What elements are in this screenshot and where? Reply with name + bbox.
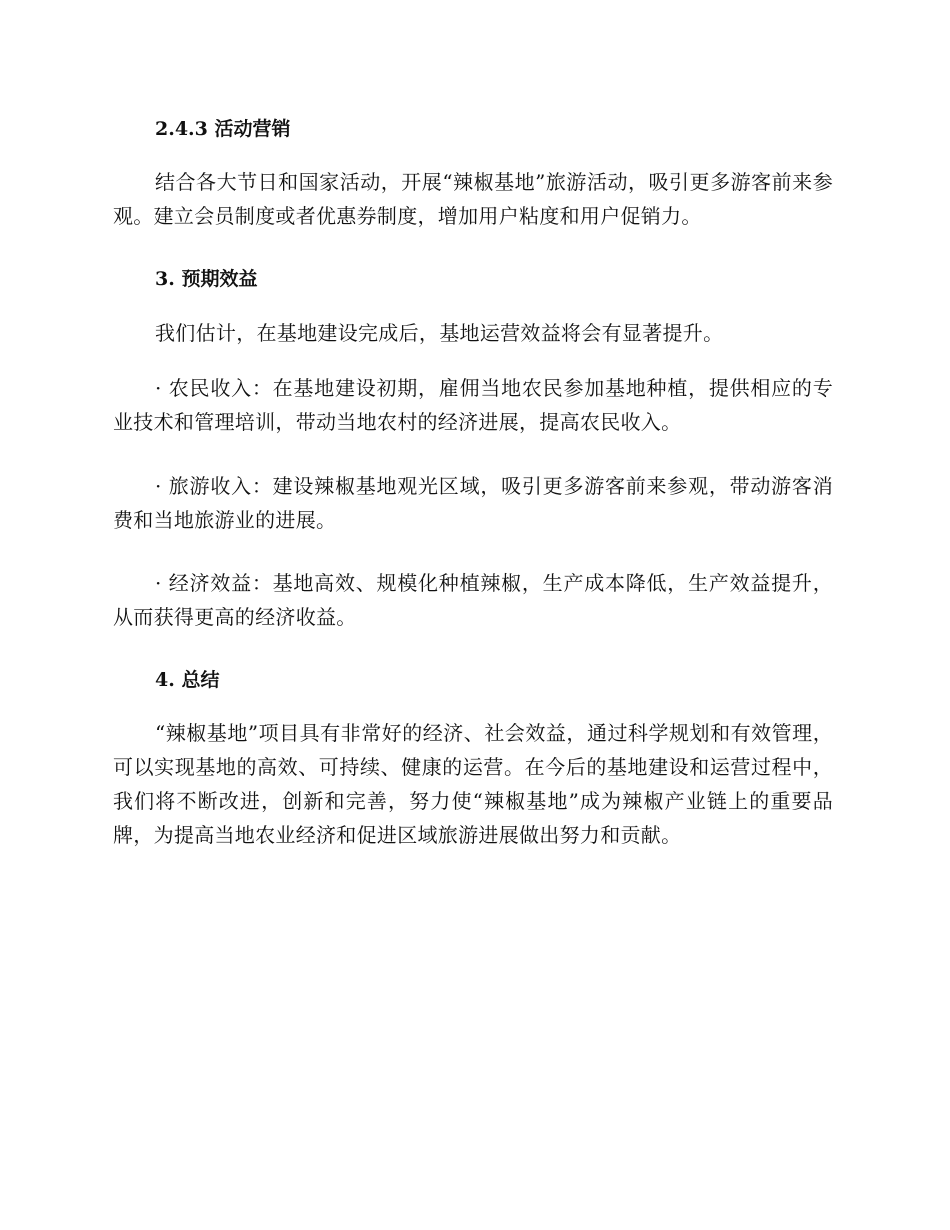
heading-4: 4. 总结	[155, 669, 220, 691]
paragraph-farmer-income: · 农民收入：在基地建设初期，雇佣当地农民参加基地种植，提供相应的专业技术和管理培训，带动当地农村的经济进展，提高农民收入。	[113, 376, 833, 434]
paragraph-activity-marketing: 结合各大节日和国家活动，开展“辣椒基地”旅游活动，吸引更多游客前来参观。建立会员制度或者优惠券制度，增加用户粘度和用户促销力。	[113, 170, 833, 228]
paragraph-summary: “辣椒基地”项目具有非常好的经济、社会效益，通过科学规划和有效管理，可以实现基地的高效、可持续、健康的运营。在今后的基地建设和运营过程中，我们将不断改进，创新和完善，努力使“辣椒基地”成为辣椒产业链上的重要品牌，为提高当地农业经济和促进区域旅游进展做出努力和贡献。	[113, 721, 833, 847]
paragraph-economic-benefit: · 经济效益：基地高效、规模化种植辣椒，生产成本降低，生产效益提升，从而获得更高的经济收益。	[113, 571, 833, 629]
heading-3: 3. 预期效益	[155, 268, 258, 290]
paragraph-expected-benefit-intro: 我们估计，在基地建设完成后，基地运营效益将会有显著提升。	[155, 321, 724, 345]
paragraph-tourism-income: · 旅游收入：建设辣椒基地观光区域，吸引更多游客前来参观，带动游客消费和当地旅游业的进展。	[113, 474, 833, 532]
heading-2-4-3: 2.4.3 活动营销	[155, 118, 291, 140]
